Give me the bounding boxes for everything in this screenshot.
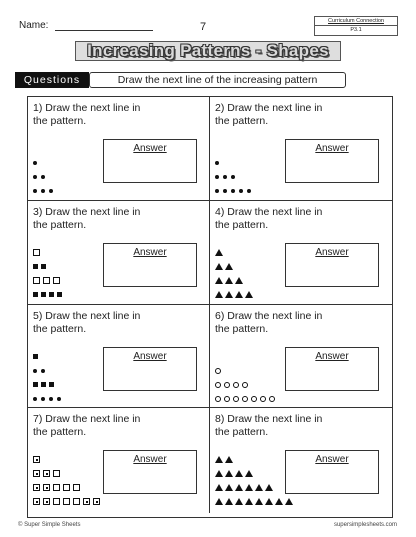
question-text xyxy=(215,413,335,439)
hollow-circle-icon xyxy=(215,368,221,374)
filled-triangle-icon xyxy=(235,291,243,298)
question-cell xyxy=(28,408,210,513)
filled-circle-icon xyxy=(247,189,251,193)
hollow-square-icon xyxy=(73,484,80,491)
question-prompt: Draw the next line in the pattern. xyxy=(33,206,141,231)
question-number: 6) xyxy=(215,310,225,322)
shape-pattern xyxy=(215,452,295,508)
hollow-circle-icon xyxy=(224,396,230,402)
hollow-circle-icon xyxy=(269,396,275,402)
shape-pattern xyxy=(33,245,65,301)
question-cell xyxy=(210,305,392,408)
filled-square-icon xyxy=(49,292,54,297)
pattern-row xyxy=(33,273,65,287)
question-text xyxy=(33,310,153,336)
answer-box[interactable] xyxy=(285,347,379,391)
hollow-square-icon xyxy=(33,249,40,256)
filled-triangle-icon xyxy=(235,498,243,505)
pattern-row xyxy=(33,287,65,301)
filled-circle-icon xyxy=(57,397,61,401)
pattern-row xyxy=(215,494,295,508)
filled-circle-icon xyxy=(231,175,235,179)
pattern-row xyxy=(33,391,65,405)
filled-triangle-icon xyxy=(235,470,243,477)
name-field-row xyxy=(19,20,153,31)
dotted-square-icon xyxy=(43,498,50,505)
question-text xyxy=(215,310,335,336)
question-cell xyxy=(210,408,392,513)
hollow-circle-icon xyxy=(224,382,230,388)
filled-triangle-icon xyxy=(225,456,233,463)
question-prompt: Draw the next line in the pattern. xyxy=(215,310,323,335)
page-number: 7 xyxy=(200,21,207,33)
filled-square-icon xyxy=(33,292,38,297)
filled-square-icon xyxy=(49,382,54,387)
filled-triangle-icon xyxy=(225,484,233,491)
curriculum-title: Curriculum Connection xyxy=(315,17,397,26)
hollow-square-icon xyxy=(73,498,80,505)
filled-circle-icon xyxy=(49,397,53,401)
question-number: 4) xyxy=(215,206,225,218)
filled-triangle-icon xyxy=(235,277,243,284)
filled-triangle-icon xyxy=(265,484,273,491)
filled-triangle-icon xyxy=(245,498,253,505)
filled-triangle-icon xyxy=(245,484,253,491)
hollow-circle-icon xyxy=(215,382,221,388)
pattern-row xyxy=(215,287,255,301)
pattern-row xyxy=(33,466,103,480)
filled-square-icon xyxy=(33,382,38,387)
pattern-row xyxy=(33,494,103,508)
answer-label: Answer xyxy=(315,351,349,362)
pattern-row xyxy=(33,363,65,377)
pattern-row xyxy=(33,155,57,169)
pattern-row xyxy=(215,183,255,197)
filled-triangle-icon xyxy=(215,263,223,270)
answer-box[interactable] xyxy=(285,450,379,494)
pattern-row xyxy=(33,480,103,494)
answer-label: Answer xyxy=(133,351,167,362)
instruction-text: Draw the next line of the increasing pattern xyxy=(89,72,346,88)
question-number: 3) xyxy=(33,206,43,218)
question-cell xyxy=(28,305,210,408)
filled-triangle-icon xyxy=(215,291,223,298)
filled-square-icon xyxy=(57,292,62,297)
filled-triangle-icon xyxy=(225,291,233,298)
question-cell xyxy=(28,97,210,201)
filled-circle-icon xyxy=(49,189,53,193)
filled-triangle-icon xyxy=(225,498,233,505)
filled-square-icon xyxy=(33,354,38,359)
question-cell xyxy=(210,201,392,305)
answer-box[interactable] xyxy=(103,347,197,391)
filled-circle-icon xyxy=(223,175,227,179)
dotted-square-icon xyxy=(33,470,40,477)
filled-circle-icon xyxy=(215,161,219,165)
filled-circle-icon xyxy=(41,369,45,373)
filled-circle-icon xyxy=(33,397,37,401)
name-label: Name: xyxy=(19,20,49,31)
hollow-circle-icon xyxy=(233,396,239,402)
filled-circle-icon xyxy=(41,397,45,401)
footer-copyright: © Super Simple Sheets xyxy=(18,522,81,528)
filled-circle-icon xyxy=(41,175,45,179)
pattern-row xyxy=(33,377,65,391)
hollow-square-icon xyxy=(63,498,70,505)
hollow-square-icon xyxy=(53,498,60,505)
shape-pattern xyxy=(33,155,57,197)
hollow-square-icon xyxy=(43,277,50,284)
curriculum-code: P3.1 xyxy=(350,27,362,33)
title-banner xyxy=(75,41,341,61)
pattern-row xyxy=(215,169,255,183)
dotted-square-icon xyxy=(33,498,40,505)
answer-box[interactable] xyxy=(103,243,197,287)
filled-circle-icon xyxy=(33,175,37,179)
filled-triangle-icon xyxy=(285,498,293,505)
filled-triangle-icon xyxy=(265,498,273,505)
questions-tab: Questions xyxy=(15,72,89,88)
question-number: 2) xyxy=(215,102,225,114)
filled-circle-icon xyxy=(215,189,219,193)
answer-label: Answer xyxy=(315,454,349,465)
question-prompt: Draw the next line in the pattern. xyxy=(215,413,323,438)
question-number: 1) xyxy=(33,102,43,114)
answer-label: Answer xyxy=(133,454,167,465)
question-number: 5) xyxy=(33,310,43,322)
answer-box[interactable] xyxy=(103,450,197,494)
dotted-square-icon xyxy=(33,484,40,491)
filled-square-icon xyxy=(41,264,46,269)
question-prompt: Draw the next line in the pattern. xyxy=(33,102,141,127)
question-cell xyxy=(28,201,210,305)
hollow-circle-icon xyxy=(242,382,248,388)
pattern-row xyxy=(215,363,278,377)
question-text xyxy=(33,206,153,232)
pattern-row xyxy=(33,169,57,183)
filled-triangle-icon xyxy=(215,249,223,256)
filled-triangle-icon xyxy=(225,470,233,477)
filled-circle-icon xyxy=(223,189,227,193)
filled-circle-icon xyxy=(239,189,243,193)
hollow-square-icon xyxy=(53,470,60,477)
question-text xyxy=(215,102,335,128)
answer-label: Answer xyxy=(315,247,349,258)
hollow-square-icon xyxy=(53,277,60,284)
hollow-circle-icon xyxy=(215,396,221,402)
page-title: Increasing Patterns - Shapes xyxy=(87,41,329,60)
filled-circle-icon xyxy=(215,175,219,179)
question-text xyxy=(33,413,153,439)
shape-pattern xyxy=(215,155,255,197)
pattern-row xyxy=(215,452,295,466)
filled-square-icon xyxy=(41,292,46,297)
shape-pattern xyxy=(215,363,278,405)
pattern-row xyxy=(33,183,57,197)
answer-box[interactable] xyxy=(285,243,379,287)
hollow-square-icon xyxy=(53,484,60,491)
question-prompt: Draw the next line in the pattern. xyxy=(33,413,141,438)
pattern-row xyxy=(215,466,295,480)
footer-website: supersimplesheets.com xyxy=(333,522,397,528)
answer-label: Answer xyxy=(133,247,167,258)
question-prompt: Draw the next line in the pattern. xyxy=(215,206,323,231)
dotted-square-icon xyxy=(43,470,50,477)
filled-circle-icon xyxy=(41,189,45,193)
filled-triangle-icon xyxy=(275,498,283,505)
filled-triangle-icon xyxy=(215,456,223,463)
dotted-square-icon xyxy=(83,498,90,505)
dotted-square-icon xyxy=(93,498,100,505)
pattern-row xyxy=(215,245,255,259)
pattern-row xyxy=(215,377,278,391)
hollow-circle-icon xyxy=(251,396,257,402)
filled-triangle-icon xyxy=(215,498,223,505)
pattern-row xyxy=(33,259,65,273)
answer-label: Answer xyxy=(315,143,349,154)
question-text xyxy=(33,102,153,128)
pattern-row xyxy=(215,259,255,273)
pattern-row xyxy=(215,480,295,494)
filled-triangle-icon xyxy=(255,484,263,491)
hollow-circle-icon xyxy=(233,382,239,388)
answer-box[interactable] xyxy=(285,139,379,183)
filled-triangle-icon xyxy=(235,484,243,491)
pattern-row xyxy=(33,245,65,259)
answer-label: Answer xyxy=(133,143,167,154)
filled-triangle-icon xyxy=(215,484,223,491)
pattern-row xyxy=(215,391,278,405)
curriculum-connection-box xyxy=(314,16,398,36)
filled-square-icon xyxy=(41,382,46,387)
pattern-row xyxy=(215,155,255,169)
questions-grid xyxy=(27,96,393,518)
question-text xyxy=(215,206,335,232)
filled-triangle-icon xyxy=(245,470,253,477)
pattern-row xyxy=(33,349,65,363)
question-prompt: Draw the next line in the pattern. xyxy=(215,102,323,127)
filled-triangle-icon xyxy=(225,277,233,284)
filled-triangle-icon xyxy=(225,263,233,270)
question-prompt: Draw the next line in the pattern. xyxy=(33,310,141,335)
filled-circle-icon xyxy=(33,189,37,193)
shape-pattern xyxy=(33,349,65,405)
hollow-square-icon xyxy=(33,277,40,284)
hollow-square-icon xyxy=(63,484,70,491)
question-cell xyxy=(210,97,392,201)
filled-circle-icon xyxy=(33,369,37,373)
filled-circle-icon xyxy=(33,161,37,165)
filled-triangle-icon xyxy=(215,277,223,284)
filled-square-icon xyxy=(33,264,38,269)
answer-box[interactable] xyxy=(103,139,197,183)
question-number: 7) xyxy=(33,413,43,425)
filled-triangle-icon xyxy=(255,498,263,505)
shape-pattern xyxy=(33,452,103,508)
name-line[interactable] xyxy=(55,21,153,31)
shape-pattern xyxy=(215,245,255,301)
dotted-square-icon xyxy=(33,456,40,463)
pattern-row xyxy=(215,273,255,287)
question-number: 8) xyxy=(215,413,225,425)
hollow-circle-icon xyxy=(242,396,248,402)
dotted-square-icon xyxy=(43,484,50,491)
hollow-circle-icon xyxy=(260,396,266,402)
filled-triangle-icon xyxy=(245,291,253,298)
filled-triangle-icon xyxy=(215,470,223,477)
filled-circle-icon xyxy=(231,189,235,193)
pattern-row xyxy=(33,452,103,466)
